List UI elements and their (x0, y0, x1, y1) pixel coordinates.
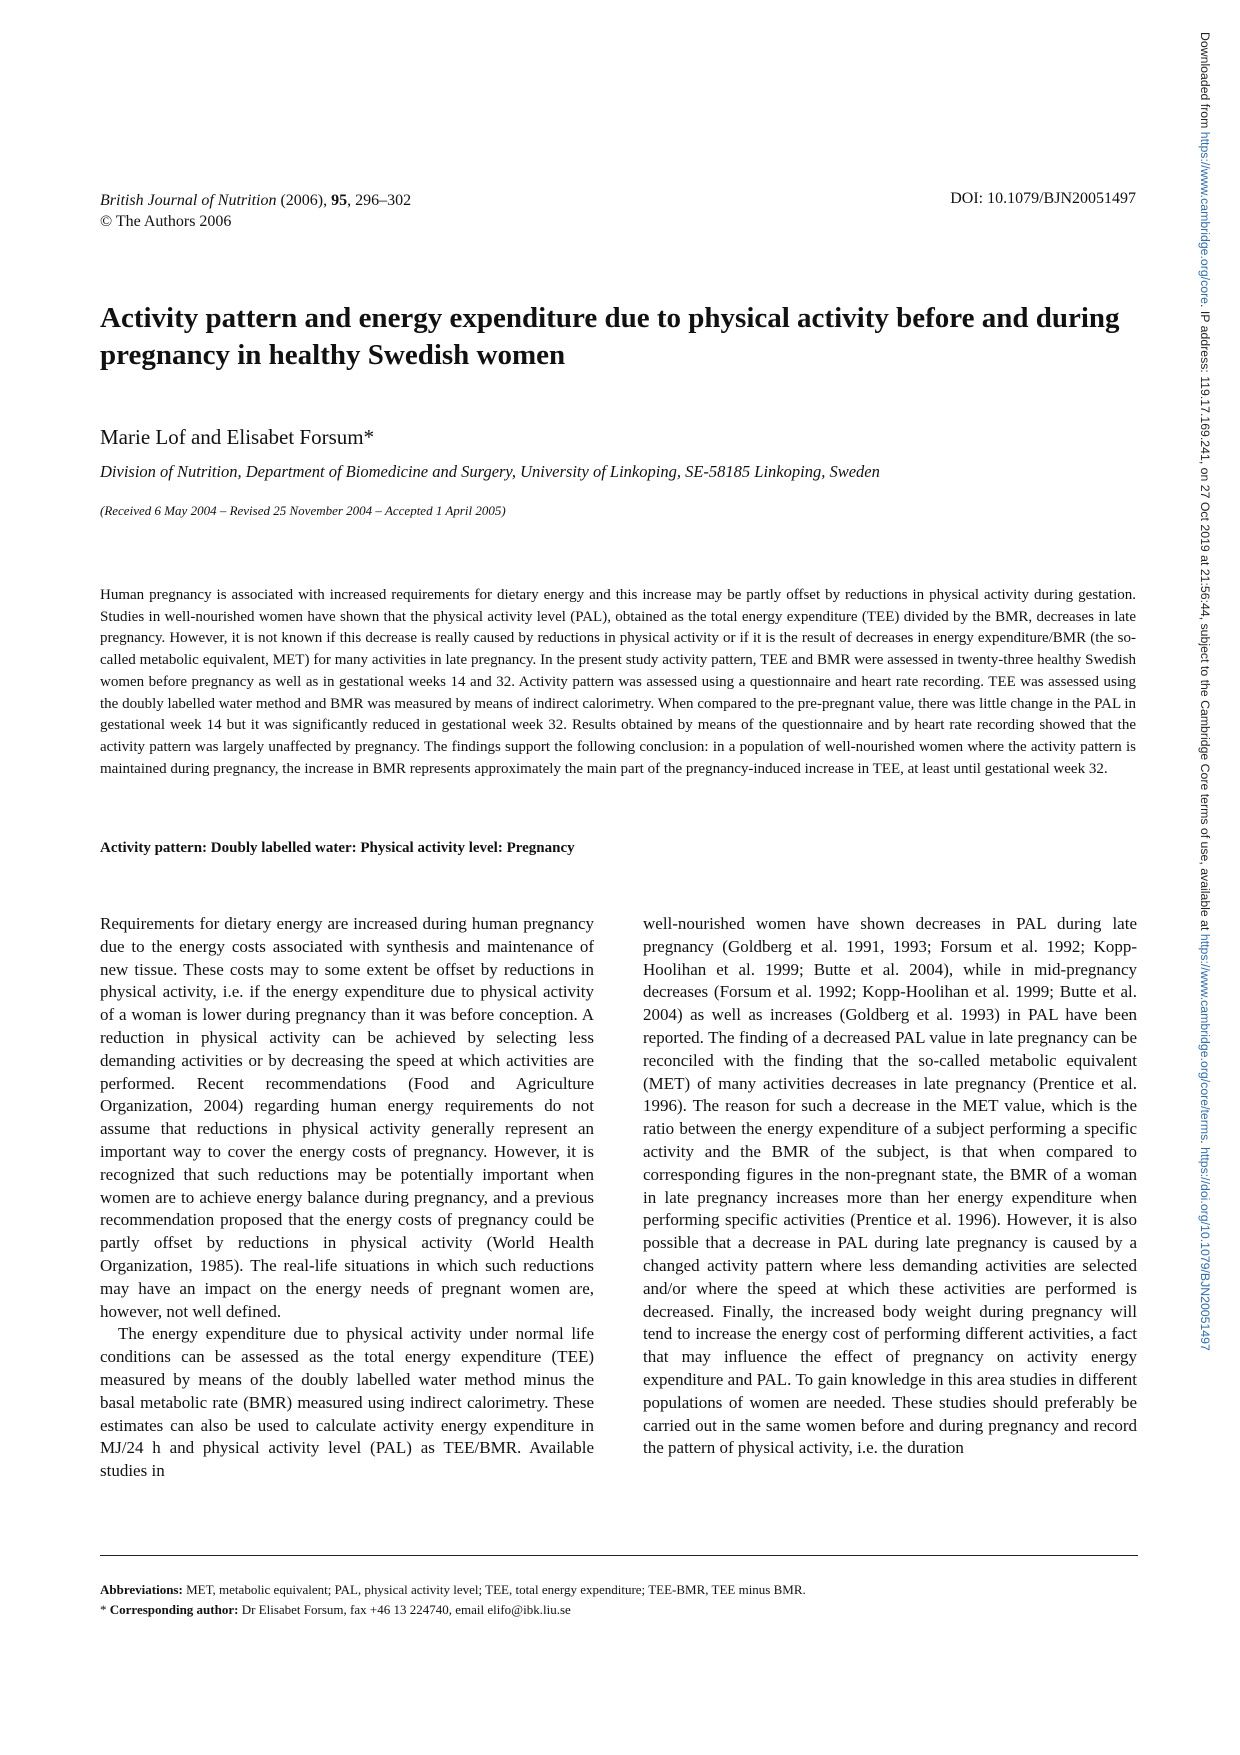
corresponding-author-text: Dr Elisabet Forsum, fax +46 13 224740, email elifo@ibk.liu.se (238, 1602, 571, 1617)
copyright: © The Authors 2006 (100, 213, 232, 230)
keywords: Activity pattern: Doubly labelled water: Physical activity level: Pregnancy (100, 840, 575, 856)
received-dates: (Received 6 May 2004 – Revised 25 November 2004 – Accepted 1 April 2005) (100, 503, 506, 518)
journal-citation (100, 190, 411, 232)
paragraph: well-nourished women have shown decreases in PAL during late pregnancy (Goldberg et al. 1991, 1993; Forsum et al. 1992; Kopp-Hoolihan et al. 1999; Butte et al. 2004), while in mid-pregnancy decreases (Forsum et al. 1992; Kopp-Hoolihan et al. 1999; Butte et al. 2004) as well as increases (Goldberg et al. 1993) in PAL have been reported. The finding of a decreased PAL value in late pregnancy can be reconciled with the finding that the so-called metabolic equivalent (MET) of many activities decreases in late pregnancy (Prentice et al. 1996). The reason for such a decrease in the MET value, which is the ratio between the energy expenditure of a subject performing a specific activity and the BMR of the subject, is that when compared to corresponding figures in the non-pregnant state, the BMR of a woman in late pregnancy increases more than her energy expenditure when performing specific activities (Prentice et al. 1996). However, it is also possible that a decrease in PAL during late pregnancy is caused by a changed activity pattern where less demanding activities are selected and/or where the speed at which these activities are performed is decreased. Finally, the increased body weight during pregnancy will tend to increase the energy cost of performing different activities, a fact that may influence the effect of pregnancy on activity energy expenditure and PAL. To gain knowledge in this area studies in different populations of women are needed. These studies should preferably be carried out in the same women before and during pregnancy and record the pattern of physical activity, i.e. the duration (643, 914, 1137, 1458)
corresponding-author-label: Corresponding author: (109, 1602, 239, 1617)
cambridge-core-link[interactable]: https://www.cambridge.org/core (1198, 131, 1212, 305)
footnote-star: * (100, 1602, 110, 1617)
paragraph: Requirements for dietary energy are increased during human pregnancy due to the energy costs associated with synthesis and maintenance of new tissue. These costs may to some extent be offset by reductions in physical activity, i.e. if the energy expenditure due to physical activity of a woman is lower during pregnancy than it was before conception. A reduction in physical activity can be achieved by selecting less demanding activities or by decreasing the speed at which activities are performed. Recent recommendations (Food and Agriculture Organization, 2004) regarding human energy requirements do not assume that reductions in physical activity generally represent an important way to cover the energy costs of pregnancy. However, it is recognized that such reductions may be potentially important when women are to achieve energy balance during pregnancy, and a previous recommendation proposed that the energy costs of pregnancy could be partly offset by reductions in physical activity (World Health Organization, 1985). The real-life situations in which such reductions may have an impact on the energy needs of pregnant women are, however, not well defined. (100, 914, 594, 1321)
article-title: Activity pattern and energy expenditure due to physical activity before and during pregnancy in healthy Swedish women (100, 302, 1120, 371)
corresponding-author-footnote (100, 1600, 571, 1619)
footnote-divider (100, 1555, 1138, 1556)
doi-link[interactable]: https://doi.org/10.1079/BJN20051497 (1198, 1147, 1212, 1351)
abbreviations-label: Abbreviations: (100, 1582, 183, 1597)
paragraph: The energy expenditure due to physical activity under normal life conditions can be assessed as the total energy expenditure (TEE) measured by means of the doubly labelled water method minus the basal metabolic rate (BMR) measured using indirect calorimetry. These estimates can also be used to calculate activity energy expenditure in MJ/24 h and physical activity level (PAL) as TEE/BMR. Available studies in (100, 1324, 594, 1481)
journal-volume: 95 (331, 192, 348, 209)
body-column-left (100, 913, 594, 1483)
abstract: Human pregnancy is associated with increased requirements for dietary energy and this increase may be partly offset by reductions in physical activity during gestation. Studies in well-nourished women have shown that the physical activity level (PAL), obtained as the total energy expenditure (TEE) divided by the BMR, decreases in late pregnancy. However, it is not known if this decrease is really caused by reductions in physical activity or if it is the result of decreases in energy expenditure/BMR (the so-called metabolic equivalent, MET) for many activities in late pregnancy. In the present study activity pattern, TEE and BMR were assessed in twenty-three healthy Swedish women before pregnancy as well as in gestational weeks 14 and 32. Activity pattern was assessed using a questionnaire and heart rate recording. TEE was assessed using the doubly labelled water method and BMR was measured by means of indirect calorimetry. When compared to the pre-pregnant value, there was little change in the PAL in gestational week 14 but it was significantly reduced in gestational week 32. Results obtained by means of the questionnaire and by heart rate recording showed that the activity pattern was largely unaffected by pregnancy. The findings support the following conclusion: in a population of well-nourished women where the activity pattern is maintained during pregnancy, the increase in BMR represents approximately the main part of the pregnancy-induced increase in TEE, at least until gestational week 32. (100, 587, 1136, 777)
abbreviations-footnote (100, 1580, 806, 1599)
affiliation: Division of Nutrition, Department of Biomedicine and Surgery, University of Linkoping, SE-58185 Linkoping, Sweden (100, 462, 880, 481)
journal-name: British Journal of Nutrition (100, 192, 277, 209)
download-middle: . IP address: 119.17.169.241, on 27 Oct 2019 at 21:56:44, subject to the Cambridge Core terms of use, available at (1198, 304, 1212, 934)
doi: DOI: 10.1079/BJN20051497 (950, 190, 1136, 207)
abbreviations-text: MET, metabolic equivalent; PAL, physical activity level; TEE, total energy expenditure; TEE-BMR, TEE minus BMR. (182, 1582, 806, 1597)
journal-pages: , 296–302 (347, 192, 412, 209)
download-sidebar (1194, 32, 1216, 1752)
journal-year: (2006), (276, 192, 332, 209)
download-prefix: Downloaded from (1198, 32, 1212, 132)
terms-link[interactable]: https://www.cambridge.org/core/terms (1198, 933, 1212, 1141)
link-separator: . (1198, 1140, 1212, 1148)
body-column-right (643, 913, 1137, 1460)
download-notice (1198, 32, 1212, 1351)
authors: Marie Lof and Elisabet Forsum* (100, 425, 375, 449)
